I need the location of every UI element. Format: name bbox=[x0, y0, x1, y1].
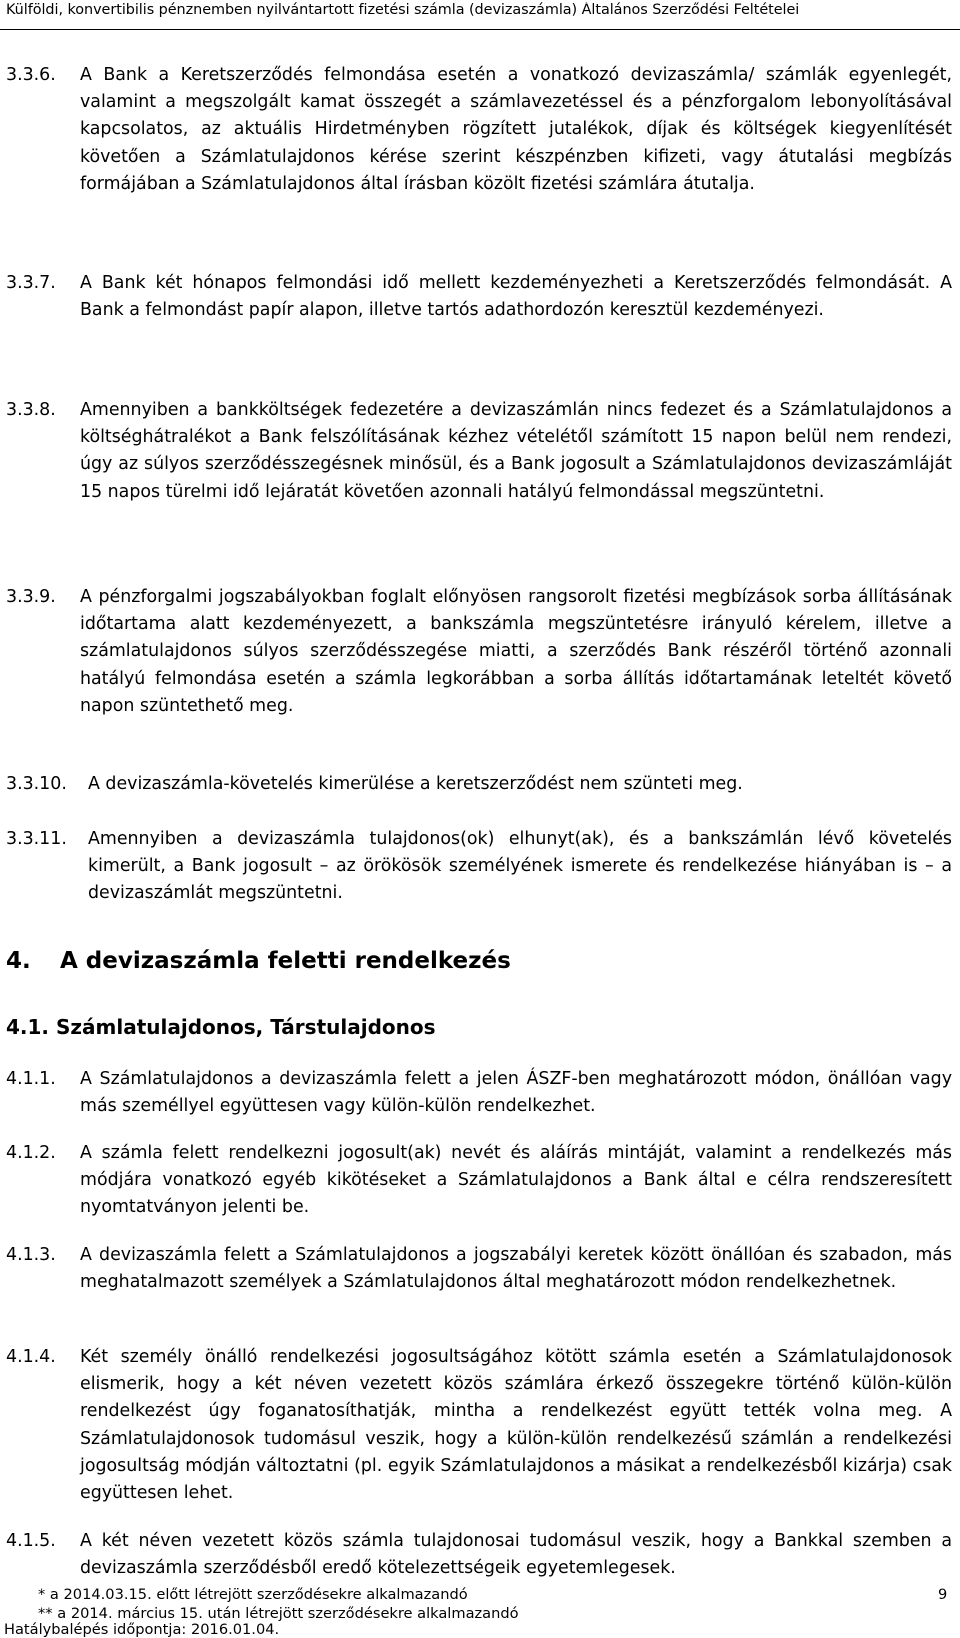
section-text: A Számlatulajdonos a devizaszámla felett a jelen ÁSZF-ben meghatározott módon, önállóan vagy más személlyel együttesen vagy külön-külön rendelkezhet. bbox=[80, 1069, 952, 1117]
section-text: A Bank a Keretszerződés felmondása esetén a vonatkozó devizaszámla/ számlák egyenlegét, valamint a megszolgált kamat összegét a számlavezetéssel és a pénzforgalom lebonyolításával kapcsolatos, az aktuális Hirdetményben rögzített jutalékok, díjak és költségek kiegyenlítését követően a Számlatulajdonos kérése szerint készpénzben kifizeti, vagy átutalási megbízás formájában a Számlatulajdonos által írásban közölt fizetési számlára átutalja. bbox=[80, 65, 952, 194]
section-text: A számla felett rendelkezni jogosult(ak) nevét és aláírás mintáját, valamint a rendelkezés más módjára vonatkozó egyéb kikötéseket a Számlatulajdonos a Bank által e célra rendszeresített nyomtatványon jelenti be. bbox=[80, 1143, 952, 1218]
section-number: 3.3.11. bbox=[6, 829, 67, 849]
section-4-1-4 bbox=[6, 1344, 952, 1507]
section-4-1-2 bbox=[6, 1140, 952, 1222]
heading-4-1 bbox=[6, 1015, 436, 1039]
section-text: Amennyiben a bankköltségek fedezetére a devizaszámlán nincs fedezet és a Számlatulajdonos a költséghátralékot a Bank felszólításának kézhez vételétől számított 15 napon belül nem rendezi, úgy az súlyos szerződésszegésnek minősül, és a Bank jogosult a Számlatulajdonos devizaszámláját 15 napos türelmi idő lejáratát követően azonnali hatályú felmondással megszüntetni. bbox=[80, 400, 952, 502]
section-3-3-10 bbox=[6, 771, 952, 798]
section-number: 3.3.9. bbox=[6, 587, 56, 607]
section-3-3-6 bbox=[6, 62, 952, 198]
section-text: A devizaszámla-követelés kimerülése a keretszerződést nem szünteti meg. bbox=[88, 774, 743, 794]
section-4-1-5 bbox=[6, 1528, 952, 1582]
footer-note-1: * a 2014.03.15. előtt létrejött szerződésekre alkalmazandó bbox=[38, 1586, 468, 1603]
header-rule bbox=[0, 29, 960, 30]
section-text: A két néven vezetett közös számla tulajdonosai tudomásul veszik, hogy a Bankkal szemben a devizaszámla szerződésből eredő kötelezettségeik egyetemlegesek. bbox=[80, 1531, 952, 1579]
section-number: 3.3.10. bbox=[6, 774, 67, 794]
section-3-3-11 bbox=[6, 826, 952, 908]
section-number: 4.1.3. bbox=[6, 1245, 56, 1265]
heading-number: 4.1. bbox=[6, 1015, 50, 1039]
footer-effective-date: Hatálybalépés időpontja: 2016.01.04. bbox=[4, 1621, 280, 1638]
section-3-3-9 bbox=[6, 584, 952, 720]
heading-title: A devizaszámla feletti rendelkezés bbox=[60, 948, 511, 974]
section-text: A pénzforgalmi jogszabályokban foglalt előnyösen rangsorolt fizetési megbízások sorba állításának időtartama alatt kezdeményezett, a bankszámla megszüntetésre irányuló kérelem, illetve a számlatulajdonos súlyos szerződésszegése miatti, a szerződés Bank részéről történő azonnali hatályú felmondása esetén a számla legkorábban a sorba állítás időtartamának leteltét követő napon szüntethető meg. bbox=[80, 587, 952, 716]
section-4-1-3 bbox=[6, 1242, 952, 1296]
section-3-3-7 bbox=[6, 270, 952, 324]
heading-4 bbox=[6, 948, 511, 974]
section-number: 3.3.7. bbox=[6, 273, 56, 293]
heading-title: Számlatulajdonos, Társtulajdonos bbox=[56, 1015, 436, 1039]
section-number: 4.1.5. bbox=[6, 1531, 56, 1551]
section-number: 4.1.1. bbox=[6, 1069, 56, 1089]
section-text: A devizaszámla felett a Számlatulajdonos a jogszabályi keretek között önállóan és szabadon, más meghatalmazott személyek a Számlatulajdonos által meghatározott módon rendelkezhetnek. bbox=[80, 1245, 952, 1293]
heading-number: 4. bbox=[6, 948, 31, 974]
section-number: 4.1.4. bbox=[6, 1347, 56, 1367]
section-number: 3.3.6. bbox=[6, 65, 56, 85]
running-header: Külföldi, konvertibilis pénznemben nyilvántartott fizetési számla (devizaszámla) Általános Szerződési Feltételei bbox=[6, 2, 800, 18]
page-number: 9 bbox=[938, 1586, 948, 1603]
section-4-1-1 bbox=[6, 1066, 952, 1120]
section-number: 4.1.2. bbox=[6, 1143, 56, 1163]
section-text: Amennyiben a devizaszámla tulajdonos(ok) elhunyt(ak), és a bankszámlán lévő követelés kimerült, a Bank jogosult – az örökösök személyének ismerete és rendelkezése hiányában is – a devizaszámlát megszüntetni. bbox=[88, 829, 952, 904]
section-3-3-8 bbox=[6, 397, 952, 506]
footer-note-2: ** a 2014. március 15. után létrejött szerződésekre alkalmazandó bbox=[38, 1605, 519, 1622]
section-number: 3.3.8. bbox=[6, 400, 56, 420]
section-text: Két személy önálló rendelkezési jogosultságához kötött számla esetén a Számlatulajdonosok elismerik, hogy a két néven vezetett közös számlára érkező összegekre történő külön-külön rendelkezést úgy foganatosíthatják, mintha a rendelkezést együtt tették volna meg. A Számlatulajdonosok tudomásul veszik, hogy a külön-külön rendelkezésű számlán a rendelkezési jogosultság módján változtatni (pl. egyik Számlatulajdonos a másikat a rendelkezésből kizárja) csak együttesen lehet. bbox=[80, 1347, 952, 1504]
section-text: A Bank két hónapos felmondási idő mellett kezdeményezheti a Keretszerződés felmondását. A Bank a felmondást papír alapon, illetve tartós adathordozón keresztül kezdeményezi. bbox=[80, 273, 952, 321]
